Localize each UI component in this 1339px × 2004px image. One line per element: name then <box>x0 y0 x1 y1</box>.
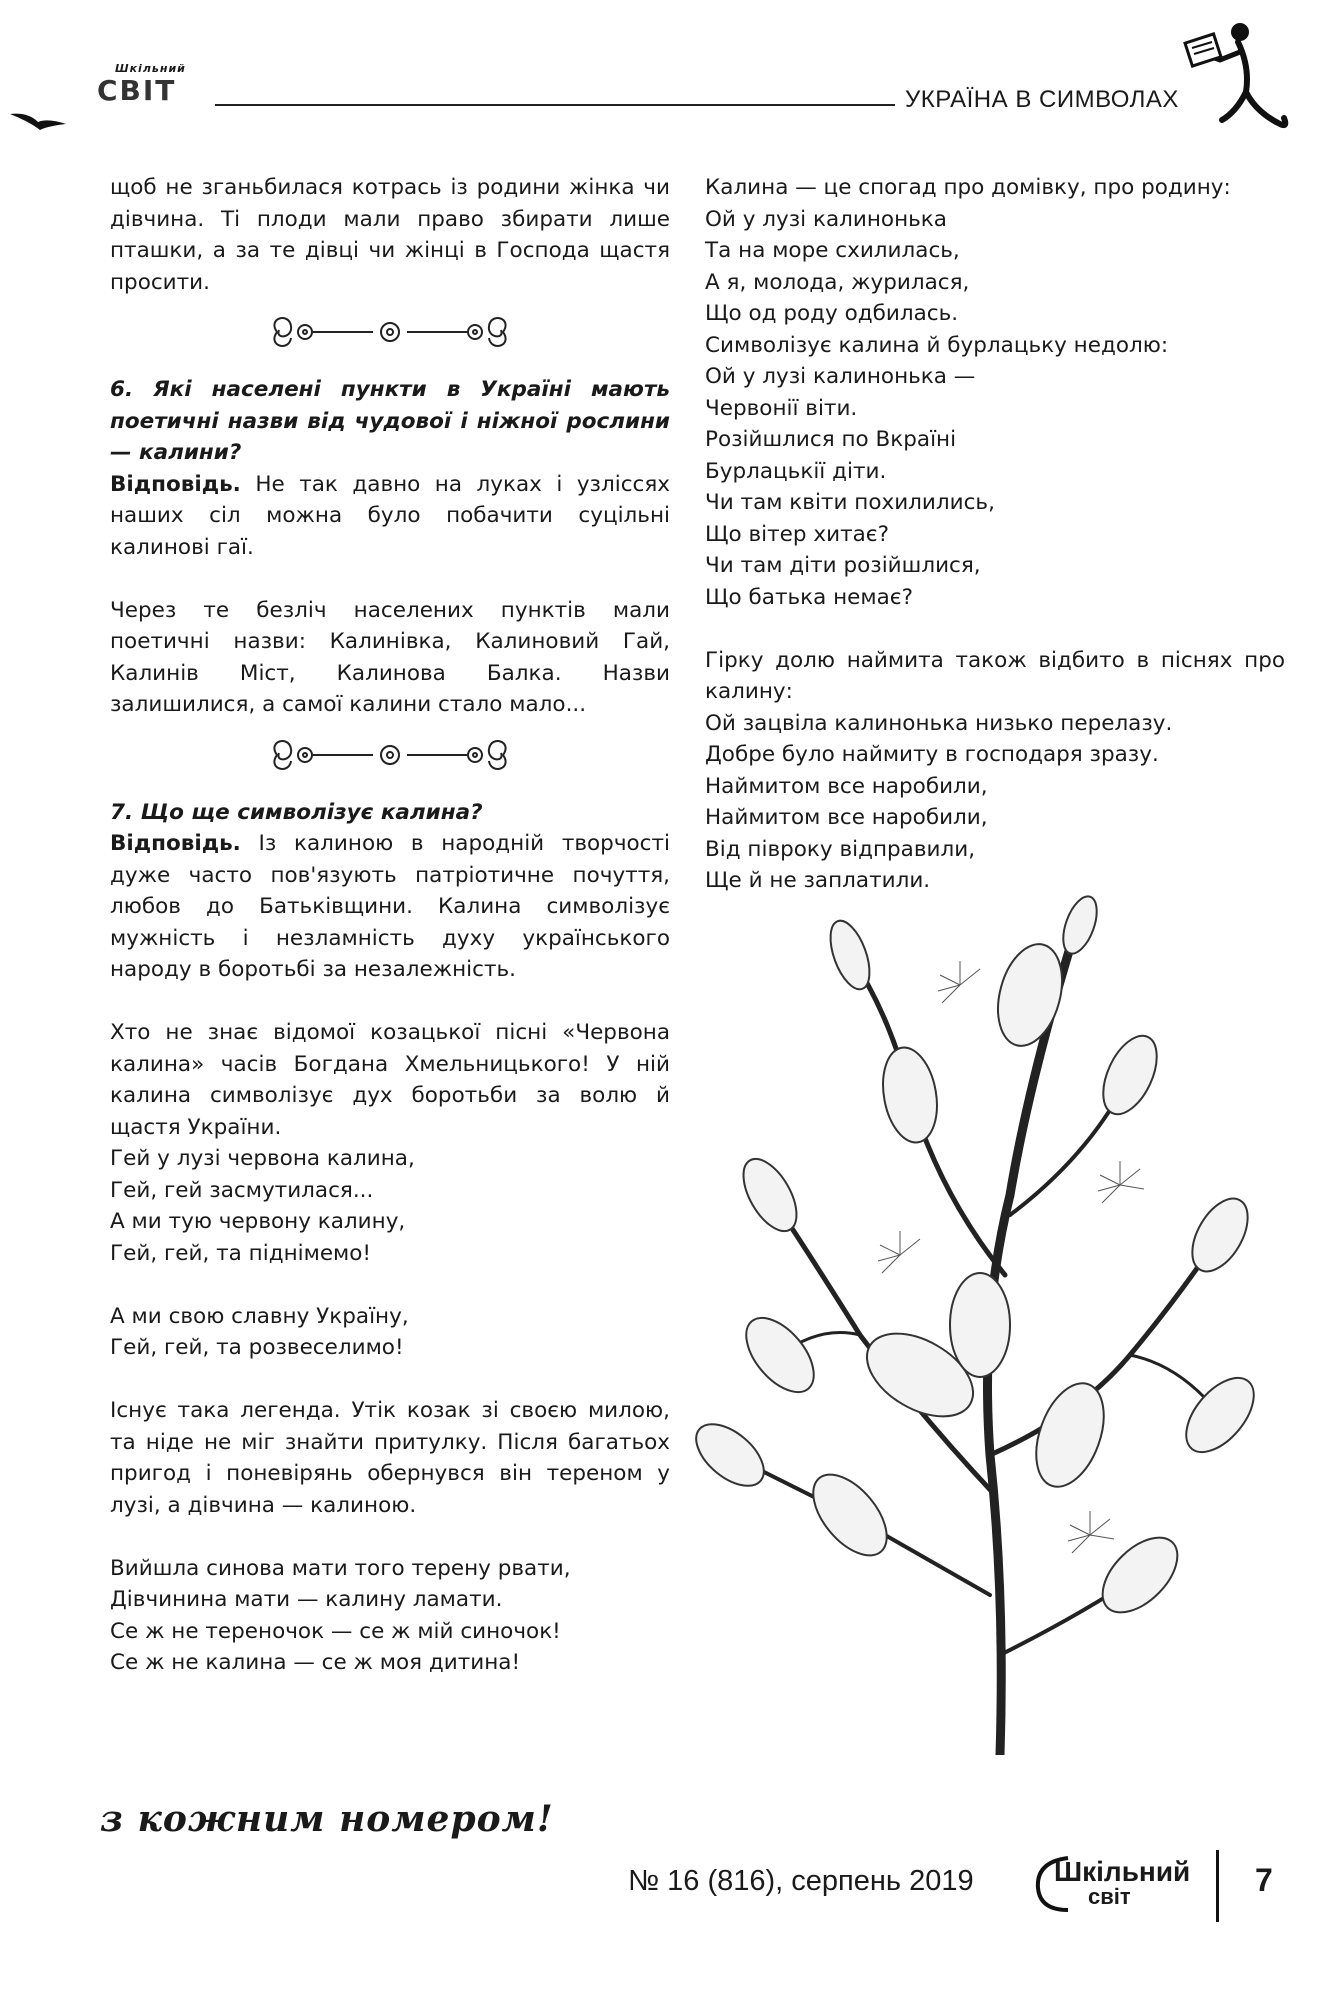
verse-line: Що батька немає? <box>705 584 914 610</box>
section-title: УКРАЇНА В СИМВОЛАХ <box>905 86 1179 113</box>
naymyt-paragraph: Гірку долю наймита також відбито в піснях про калину: <box>705 647 1285 704</box>
reading-figure-icon <box>1180 12 1300 142</box>
issue-info: № 16 (816), серпень 2019 <box>628 1865 974 1897</box>
answer-7-text1: Із калиною в народній творчості дуже часто пов'язують патріотичне почуття, любов до Батьківщини. Калина символізує мужність і незламність духу українського народу в боротьбі за незалежність. <box>110 831 670 982</box>
ornament-divider-icon <box>265 308 515 356</box>
question-6-text: 6. Які населені пункти в Україні мають поетичні назви від чудової і ніжної рослини — калини? <box>110 377 670 465</box>
logo-big-text: СВІТ <box>97 74 177 107</box>
song-line: А ми тую червону калину, <box>110 1209 406 1234</box>
verse-line: Символізує калина й бурлацьку недолю: <box>705 332 1169 358</box>
magazine-logo <box>95 62 215 110</box>
verse-line: Добре було наймиту в господаря зразу. <box>705 742 1159 767</box>
footer-slogan: з кожним номером! <box>100 1798 554 1840</box>
footer-logo-line2: світ <box>1088 1884 1131 1909</box>
page-header <box>0 0 1339 150</box>
song-line: Гей у лузі червона калина, <box>110 1146 415 1171</box>
question-6 <box>110 374 670 469</box>
verse-line: Що од роду одбилась. <box>705 301 959 326</box>
header-rule <box>215 104 895 106</box>
logo-small-text: Шкільний <box>115 62 186 75</box>
song-line: Гей, гей засмутилася... <box>110 1177 374 1203</box>
verse-line: Що вітер хитає? <box>705 521 889 547</box>
verse-line: Ще й не заплатили. <box>705 868 931 893</box>
song-line: Се ж не калина — се ж моя дитина! <box>110 1650 521 1675</box>
verse-line: Та на море схилилась, <box>705 238 960 263</box>
verse-line: Ой зацвіла калинонька низько перелазу. <box>705 710 1173 736</box>
song-line: А ми свою славну Україну, <box>110 1303 409 1329</box>
song-line: Се ж не тереночок — се ж мій синочок! <box>110 1618 561 1644</box>
question-7 <box>110 797 670 829</box>
left-column <box>110 172 670 1679</box>
ornament-divider-icon <box>265 731 515 779</box>
verse-line: А я, молода, журилася, <box>705 269 970 295</box>
song-line: Дівчинина мати — калину ламати. <box>110 1587 503 1612</box>
answer-6-part2: Через те безліч населених пунктів мали поетичні назви: Калинівка, Калиновий Гай, Калинів Міст, Калинова Балка. Назви залишилися, а самої калини стало мало... <box>110 597 670 717</box>
verse-line: Наймитом все наробили, <box>705 805 988 830</box>
footer-logo <box>1028 1848 1208 1918</box>
page-number: 7 <box>1255 1862 1273 1898</box>
verse-line: Чи там діти розійшлися, <box>705 553 981 578</box>
footer-divider <box>1216 1850 1219 1922</box>
verse-line: Ой у лузі калинонька — <box>705 364 976 389</box>
bird-icon <box>8 100 68 140</box>
answer-7-part2: Хто не знає відомої козацької пісні «Червона калина» часів Богдана Хмельницького! У ній калина символізує дух боротьби за волю й щастя України. <box>110 1020 670 1140</box>
verse-line: Калина — це спогад про домівку, про родину: <box>705 175 1231 200</box>
song-line: Вийшла синова мати того терену рвати, <box>110 1555 571 1581</box>
verse-line: Розійшлися по Вкраїні <box>705 427 957 452</box>
verse-line: Бурлацькії діти. <box>705 458 887 484</box>
legend-paragraph: Існує така легенда. Утік козак зі своєю милою, та ніде не міг знайти притулку. Після багатьох пригод і поневірянь обернувся він тереном у лузі, а дівчина — калиною. <box>110 1398 670 1518</box>
answer-label: Відповідь. <box>110 471 241 497</box>
intro-paragraph: щоб не зганьбилася котрась із родини жінка чи дівчина. Ті плоди мали право збирати лише пташки, а за те дівці чи жінці в Господа щастя просити. <box>110 175 670 295</box>
verse-line: Ой у лузі калинонька <box>705 206 947 232</box>
answer-label: Відповідь. <box>110 831 241 856</box>
right-column <box>705 172 1285 897</box>
verse-line: Від півроку відправили, <box>705 836 976 862</box>
song-line: Гей, гей, та розвеселимо! <box>110 1335 404 1360</box>
verse-line: Червонії віти. <box>705 395 858 421</box>
verse-line: Чи там квіти похилились, <box>705 490 995 515</box>
willow-branch-illustration <box>660 895 1280 1755</box>
verse-line: Наймитом все наробили, <box>705 773 988 799</box>
footer-logo-line1: Шкільний <box>1054 1856 1191 1887</box>
question-7-text: 7. Що ще символізує калина? <box>110 799 483 825</box>
song-line: Гей, гей, та піднімемо! <box>110 1240 372 1266</box>
answer-7-part1 <box>110 828 670 986</box>
answer-6-text1: Не так давно на луках і узліссях наших сіл можна було побачити суцільні калинові гаї. <box>110 471 670 560</box>
answer-6-part1 <box>110 469 670 564</box>
